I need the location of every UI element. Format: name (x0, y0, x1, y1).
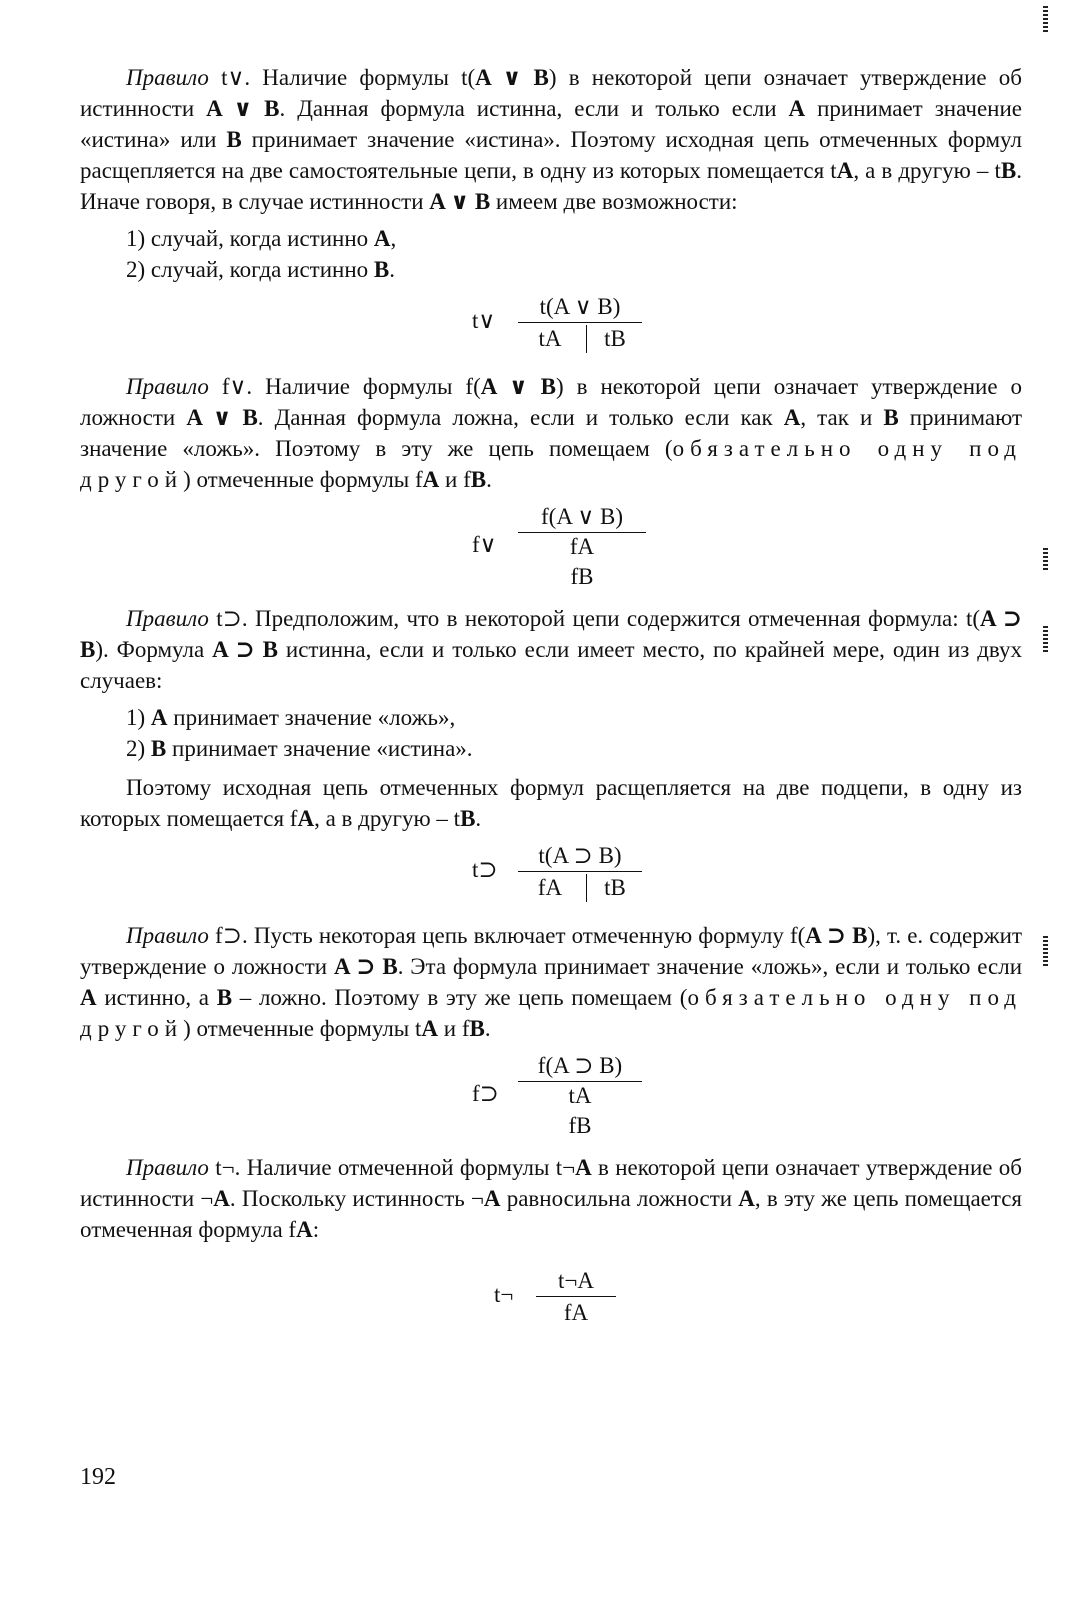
page-body (80, 58, 1022, 1345)
rule-symbol: t¬ (215, 1155, 235, 1180)
schema-t-or (80, 291, 1022, 361)
schema-right-branch: tB (604, 326, 626, 351)
list-item: 1) A принимает значение «ложь», (126, 705, 456, 730)
list-item: 2) B принимает значение «истина». (126, 736, 473, 761)
schema-f-or (80, 501, 1022, 593)
scan-margin-mark (1043, 548, 1048, 572)
schema-premise: f(A ⊃ B) (537, 1053, 623, 1078)
rule-t-imp-cases (126, 702, 1022, 764)
schema-label: f∨ (472, 532, 497, 557)
schema-t-imp (80, 840, 1022, 910)
schema-label: t¬ (494, 1282, 514, 1307)
schema-t-neg (80, 1265, 1022, 1335)
schema-left-branch: fA (537, 875, 563, 900)
list-item: 1) случай, когда истинно A, (126, 226, 397, 251)
rule-label: Правило (126, 1155, 209, 1180)
schema-conclusion-1: tA (568, 1083, 592, 1108)
schema-premise: t(A ⊃ B) (538, 843, 622, 868)
rule-t-or-paragraph: Правило t∨. Наличие формулы t(A ∨ B) в некоторой цепи означает утверждение об истинности A ∨ B. Данная формула истинна, если и только если A принимает значение «истина» или B принимает значение «истина». Поэтому исходная цепь отмеченных формул расщепляется на две самостоятельные цепи, в одну из которых помещается tA, а в другую – tB. Иначе говоря, в случае истинности A ∨ B имеем две возможности: (80, 65, 1023, 214)
schema-label: f⊃ (472, 1081, 499, 1106)
rule-symbol: f∨ (221, 374, 247, 399)
scan-margin-mark (1043, 936, 1048, 966)
rule-label: Правило (126, 65, 209, 90)
rule-label: Правило (126, 606, 209, 631)
schema-conclusion-1: fA (569, 534, 595, 559)
rule-f-imp-paragraph: Правило f⊃. Пусть некоторая цепь включает отмеченную формулу f(A ⊃ B), т. е. содержит утверждение о ложности A ⊃ B. Эта формула принимает значение «ложь», если и только если A истинно, а B – ложно. Поэтому в эту же цепь помещаем (обязательно одну под другой) отмеченные формулы tA и fB. (80, 923, 1023, 1041)
schema-split (586, 874, 587, 902)
schema-premise: t¬A (558, 1268, 594, 1293)
schema-conclusion-1: fA (563, 1300, 589, 1325)
rule-t-imp-conclusion: Поэтому исходная цепь отмеченных формул расщепляется на две подцепи, в одну из которых помещается fA, а в другую – tB. (80, 775, 1022, 831)
schema-premise: t(A ∨ B) (539, 294, 621, 319)
scan-margin-mark (1043, 6, 1048, 34)
page-number: 192 (80, 1464, 116, 1490)
schema-left-branch: tA (538, 326, 562, 351)
rule-t-imp-paragraph: Правило t⊃. Предположим, что в некоторой цепи содержится отмеченная формула: t(A ⊃ B). Формула A ⊃ B истинна, если и только если имеет место, по крайней мере, один из двух случаев: (80, 606, 1023, 693)
schema-right-branch: tB (604, 875, 626, 900)
scan-margin-mark (1043, 626, 1048, 652)
schema-premise: f(A ∨ B) (541, 504, 623, 529)
schema-split (586, 325, 587, 353)
rule-label: Правило (126, 374, 209, 399)
schema-conclusion-2: fB (570, 564, 594, 589)
rule-t-neg-paragraph: Правило t¬. Наличие отмеченной формулы t¬A в некоторой цепи означает утверждение об истинности ¬A. Поскольку истинность ¬A равносильна ложности A, в эту же цепь помещается отмеченная формула fA: (80, 1155, 1022, 1242)
rule-t-or-cases (126, 223, 1022, 285)
schema-label: t⊃ (472, 857, 498, 882)
rule-symbol: f⊃ (215, 923, 242, 948)
list-item: 2) случай, когда истинно B. (126, 257, 395, 282)
rule-f-or-paragraph: Правило f∨. Наличие формулы f(A ∨ B) в некоторой цепи означает утверждение о ложности A ∨ B. Данная формула ложна, если и только если как A, так и B принимают значение «ложь». Поэтому в эту же цепь помещаем (обязательно одну под другой) отмеченные формулы fA и fB. (80, 374, 1023, 492)
rule-symbol: t∨ (221, 65, 245, 90)
schema-f-imp (80, 1050, 1022, 1142)
rule-label: Правило (126, 923, 209, 948)
rule-symbol: t⊃ (216, 606, 242, 631)
schema-label: t∨ (472, 308, 496, 333)
schema-conclusion-2: fB (568, 1113, 592, 1138)
